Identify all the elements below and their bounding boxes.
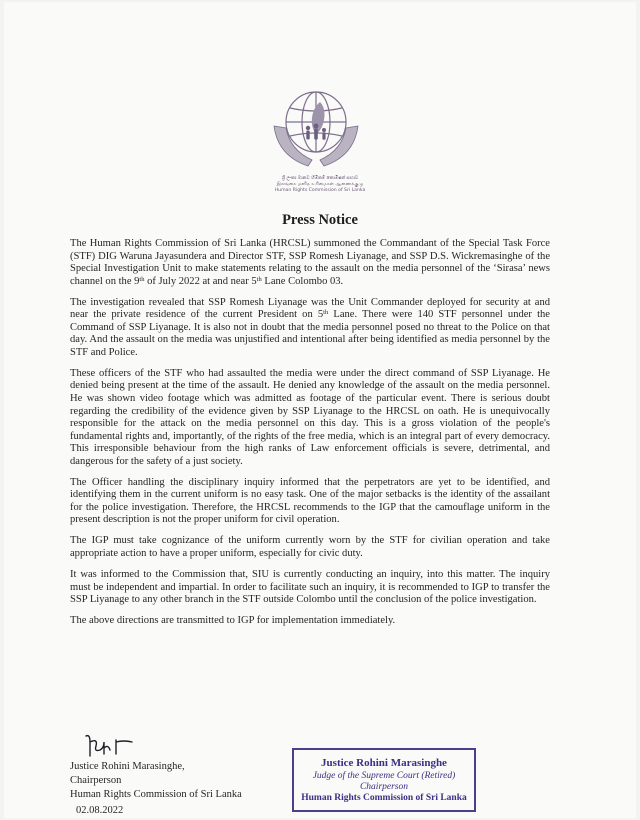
paragraph-text: The Officer handling the disciplinary inquiry informed that the perpetrators are yet to be identified, and identifying them in the current uniform is no easy task. One of the major setbacks is the identity of the assailant for the police investigation. Therefore, the HRCSL recommends to the IGP that the camouflage uniform in the present description is not the proper uniform for civil operation. [70, 476, 550, 526]
paragraph-text: These officers of the STF who had assaulted the media were under the direct command of SSP Liyanage. He denied being present at the time of the assault. He denied any knowledge of the assault on the media personnel. He was shown video footage which was admitted as footage of the particular event. There is serious doubt regarding the credibility of the evidence given by SSP Liyanage to the HRCSL on oath. He is unequivocally responsible for the attack on the media personnel on this day. This is a gross violation of the people's fundamental rights and, importantly, of the rights of the free media, which is an integral part of every democracy. This irresponsible behaviour from the high ranks of Law enforcement officials is severe, detrimental, and dangerous for the safety of a just society. [70, 367, 550, 467]
paragraph-text: The Human Rights Commission of Sri Lanka (HRCSL) summoned the Commandant of the Special Task Force (STF) DIG Waruna Jayasundera and Director STF, SSP Romesh Liyanage, and SSP D.S. Wickremasinghe of the Special Investigation Unit to make statements relating to the assault on the media personnel of the ‘Sirasa’ news channel on the 9 [70, 238, 550, 287]
paragraph [70, 368, 550, 468]
logo-caption-tamil: இலங்கை மனித உரிமைகள் ஆணைக்குழு [276, 182, 364, 187]
paragraph-text: The IGP must take cognizance of the uniform currently worn by the STF for civilian operation and take appropriate action to have a proper uniform, especially for civic duty. [70, 535, 550, 560]
paragraph-text: Lane Colombo 03. [261, 275, 344, 287]
logo-caption-english: Human Rights Commission of Sri Lanka [274, 188, 366, 193]
paragraph [70, 238, 550, 288]
stamp-name: Justice Rohini Marasinghe [321, 757, 447, 769]
paragraph-text: Lane. There were 140 STF personnel under the Command of SSP Liyanage. It is also not in doubt that the media personnel posed no threat to the Police on that day. And the assault on the media was unjustified and intentional after being identified as media personnel by the STF and Police. [70, 309, 550, 358]
paragraph-text: of July 2022 at and near 5 [144, 275, 257, 287]
hrcsl-logo [268, 86, 364, 176]
paragraph [70, 615, 550, 628]
signature-block [70, 760, 242, 802]
paragraph-text: It was informed to the Commission that, SIU is currently conducting an inquiry, into this matter. The inquiry must be independent and impartial. In order to facilitate such an inquiry, it is recommended to IGP to transfer the SSP Liyanage to any other branch in the STF outside Colombo until the conclusion of the police investigation. [70, 569, 550, 606]
ordinal-suffix: th [256, 275, 262, 283]
notice-date: 02.08.2022 [76, 805, 124, 816]
logo-caption-sinhala: ශ්‍රී ලංකා මානව හිමිකම් කොමිෂන් සභාව [281, 176, 359, 181]
paragraph-text: The above directions are transmitted to IGP for implementation immediately. [70, 615, 396, 627]
ordinal-suffix: th [323, 309, 329, 317]
paragraph [70, 569, 550, 607]
stamp-title: Judge of the Supreme Court (Retired) [312, 771, 456, 781]
page-title: Press Notice [282, 212, 358, 228]
paragraph [70, 535, 550, 560]
ordinal-suffix: th [139, 275, 145, 283]
signatory-role: Chairperson [70, 775, 122, 786]
notice-body [70, 238, 550, 636]
paragraph-text: The investigation revealed that SSP Romesh Liyanage was the Unit Commander deployed for security at and near the private residence of the current President on 5 [70, 296, 550, 321]
paragraph [70, 477, 550, 527]
stamp-organization: Human Rights Commission of Sri Lanka [301, 793, 467, 803]
globe-hands-emblem-icon [268, 86, 364, 176]
signatory-name: Justice Rohini Marasinghe, [70, 761, 185, 772]
signatory-organization: Human Rights Commission of Sri Lanka [70, 789, 242, 800]
stamp-role: Chairperson [359, 782, 409, 792]
official-stamp [292, 748, 476, 812]
paragraph [70, 297, 550, 360]
handwritten-signature [80, 732, 160, 760]
logo-caption [270, 176, 370, 194]
